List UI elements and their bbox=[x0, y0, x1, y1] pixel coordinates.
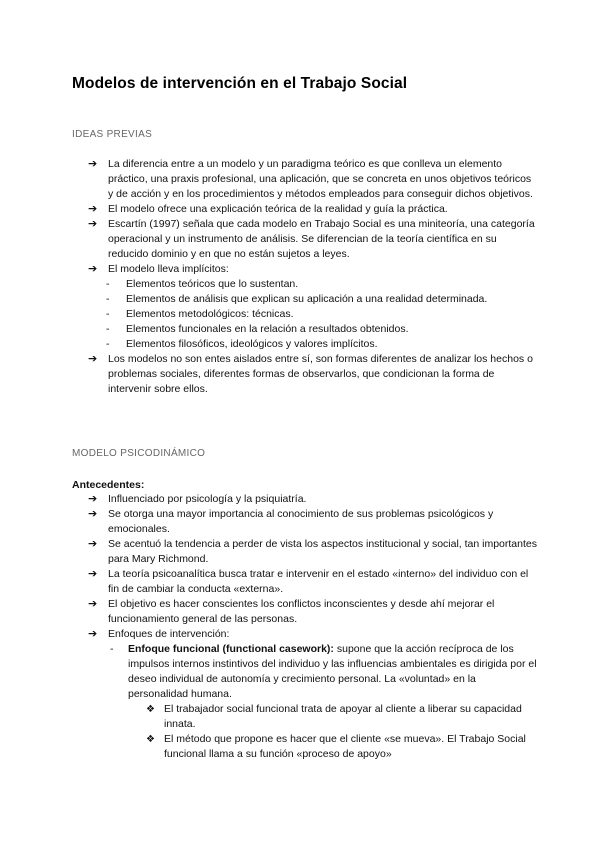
list-item-text: Escartín (1997) señala que cada modelo en Trabajo Social es una miniteoría, una categoría operacional y un instrumento de análisis. Se diferencian de la teoría científica en su reducido dominio y en que no están sujetos a leyes. bbox=[108, 218, 535, 260]
sub-list-item bbox=[68, 322, 538, 337]
dash-icon: - bbox=[106, 308, 110, 320]
list-item-text: Influenciado por psicología y la psiquiatría. bbox=[108, 493, 307, 505]
arrow-icon: ➔ bbox=[88, 203, 98, 215]
enfoque-block bbox=[72, 642, 538, 762]
implicit-elements-list bbox=[68, 277, 538, 352]
arrow-icon: ➔ bbox=[88, 628, 98, 640]
list-item-text: El modelo lleva implícitos: bbox=[108, 263, 229, 275]
arrow-icon: ➔ bbox=[88, 538, 98, 550]
list-item-text: Se acentuó la tendencia a perder de vista los aspectos institucional y social, tan importantes para Mary Richmond. bbox=[108, 538, 537, 565]
antecedentes-label: Antecedentes: bbox=[72, 479, 145, 491]
sub-list-item bbox=[68, 307, 538, 322]
list-item bbox=[88, 492, 538, 507]
sub-list-item bbox=[68, 292, 538, 307]
diamond-bullet-icon: ❖ bbox=[146, 704, 155, 715]
list-item-text: Se otorga una mayor importancia al conocimiento de sus problemas psicológicos y emocionales. bbox=[108, 508, 494, 535]
list-item bbox=[88, 627, 538, 642]
sub-item-text: Elementos teóricos que lo sustentan. bbox=[126, 278, 299, 290]
list-item bbox=[88, 262, 538, 277]
list-item-text: El objetivo es hacer conscientes los conflictos inconscientes y desde ahí mejorar el funcionamiento general de las personas. bbox=[108, 598, 495, 625]
arrow-icon: ➔ bbox=[88, 598, 98, 610]
list-item bbox=[88, 567, 538, 597]
arrow-icon: ➔ bbox=[88, 568, 98, 580]
section-heading-modelo-psicodinamico: MODELO PSICODINÁMICO bbox=[72, 448, 206, 459]
sub-item-text: Elementos filosóficos, ideológicos y valores implícitos. bbox=[126, 338, 378, 350]
diamond-list-item bbox=[72, 702, 538, 732]
list-item bbox=[88, 537, 538, 567]
diamond-bullet-icon: ❖ bbox=[146, 734, 155, 745]
sub-item-text: Elementos de análisis que explican su aplicación a una realidad determinada. bbox=[126, 293, 488, 305]
list-item bbox=[88, 597, 538, 627]
dash-icon: - bbox=[106, 293, 110, 305]
antecedentes-list bbox=[88, 492, 538, 762]
list-item bbox=[88, 507, 538, 537]
sub-list-item bbox=[68, 337, 538, 352]
arrow-icon: ➔ bbox=[88, 353, 98, 365]
dash-icon: - bbox=[106, 338, 110, 350]
arrow-icon: ➔ bbox=[88, 508, 98, 520]
sub-item-text: Elementos funcionales en la relación a resultados obtenidos. bbox=[126, 323, 409, 335]
list-item-text: Enfoques de intervención: bbox=[108, 628, 230, 640]
dash-icon: - bbox=[110, 643, 114, 655]
enfoque-title: Enfoque funcional (functional casework): bbox=[128, 643, 334, 655]
ideas-previas-list bbox=[88, 157, 538, 397]
arrow-icon: ➔ bbox=[88, 263, 98, 275]
list-item bbox=[88, 157, 538, 202]
diamond-item-text: El método que propone es hacer que el cliente «se mueva». El Trabajo Social funcional llama a su función «proceso de apoyo» bbox=[164, 733, 526, 760]
dash-icon: - bbox=[106, 323, 110, 335]
page-title: Modelos de intervención en el Trabajo Social bbox=[72, 75, 408, 92]
arrow-icon: ➔ bbox=[88, 218, 98, 230]
arrow-icon: ➔ bbox=[88, 493, 98, 505]
enfoque-item bbox=[72, 642, 538, 702]
sub-list-item bbox=[68, 277, 538, 292]
enfoque-text: supone que la acción recíproca de los impulsos internos instintivos del individuo y las influencias ambientales es dirigida por el deseo individual de autonomía y crecimiento personal. La «voluntad» en la personalidad humana. bbox=[128, 643, 537, 700]
list-item-text: La teoría psicoanalítica busca tratar e intervenir en el estado «interno» del individuo con el fin de cambiar la conducta «externa». bbox=[108, 568, 529, 595]
list-item bbox=[88, 352, 538, 397]
dash-icon: - bbox=[106, 278, 110, 290]
section-heading-ideas-previas: IDEAS PREVIAS bbox=[72, 129, 153, 140]
arrow-icon: ➔ bbox=[88, 158, 98, 170]
list-item-text: Los modelos no son entes aislados entre sí, son formas diferentes de analizar los hechos o problemas sociales, diferentes formas de observarlos, que condicionan la forma de intervenir sobre ellos. bbox=[108, 353, 533, 395]
list-item-text: La diferencia entre a un modelo y un paradigma teórico es que conlleva un elemento práctico, una praxis profesional, una aplicación, que se concreta en unos objetivos teóricos y de acción y en los procedimientos y métodos empleados para conseguir dichos objetivos. bbox=[108, 158, 533, 200]
diamond-list-item bbox=[72, 732, 538, 762]
list-item-text: El modelo ofrece una explicación teórica de la realidad y guía la práctica. bbox=[108, 203, 448, 215]
diamond-item-text: El trabajador social funcional trata de apoyar al cliente a liberar su capacidad innata. bbox=[164, 703, 522, 730]
list-item bbox=[88, 217, 538, 262]
list-item bbox=[88, 202, 538, 217]
sub-item-text: Elementos metodológicos: técnicas. bbox=[126, 308, 294, 320]
